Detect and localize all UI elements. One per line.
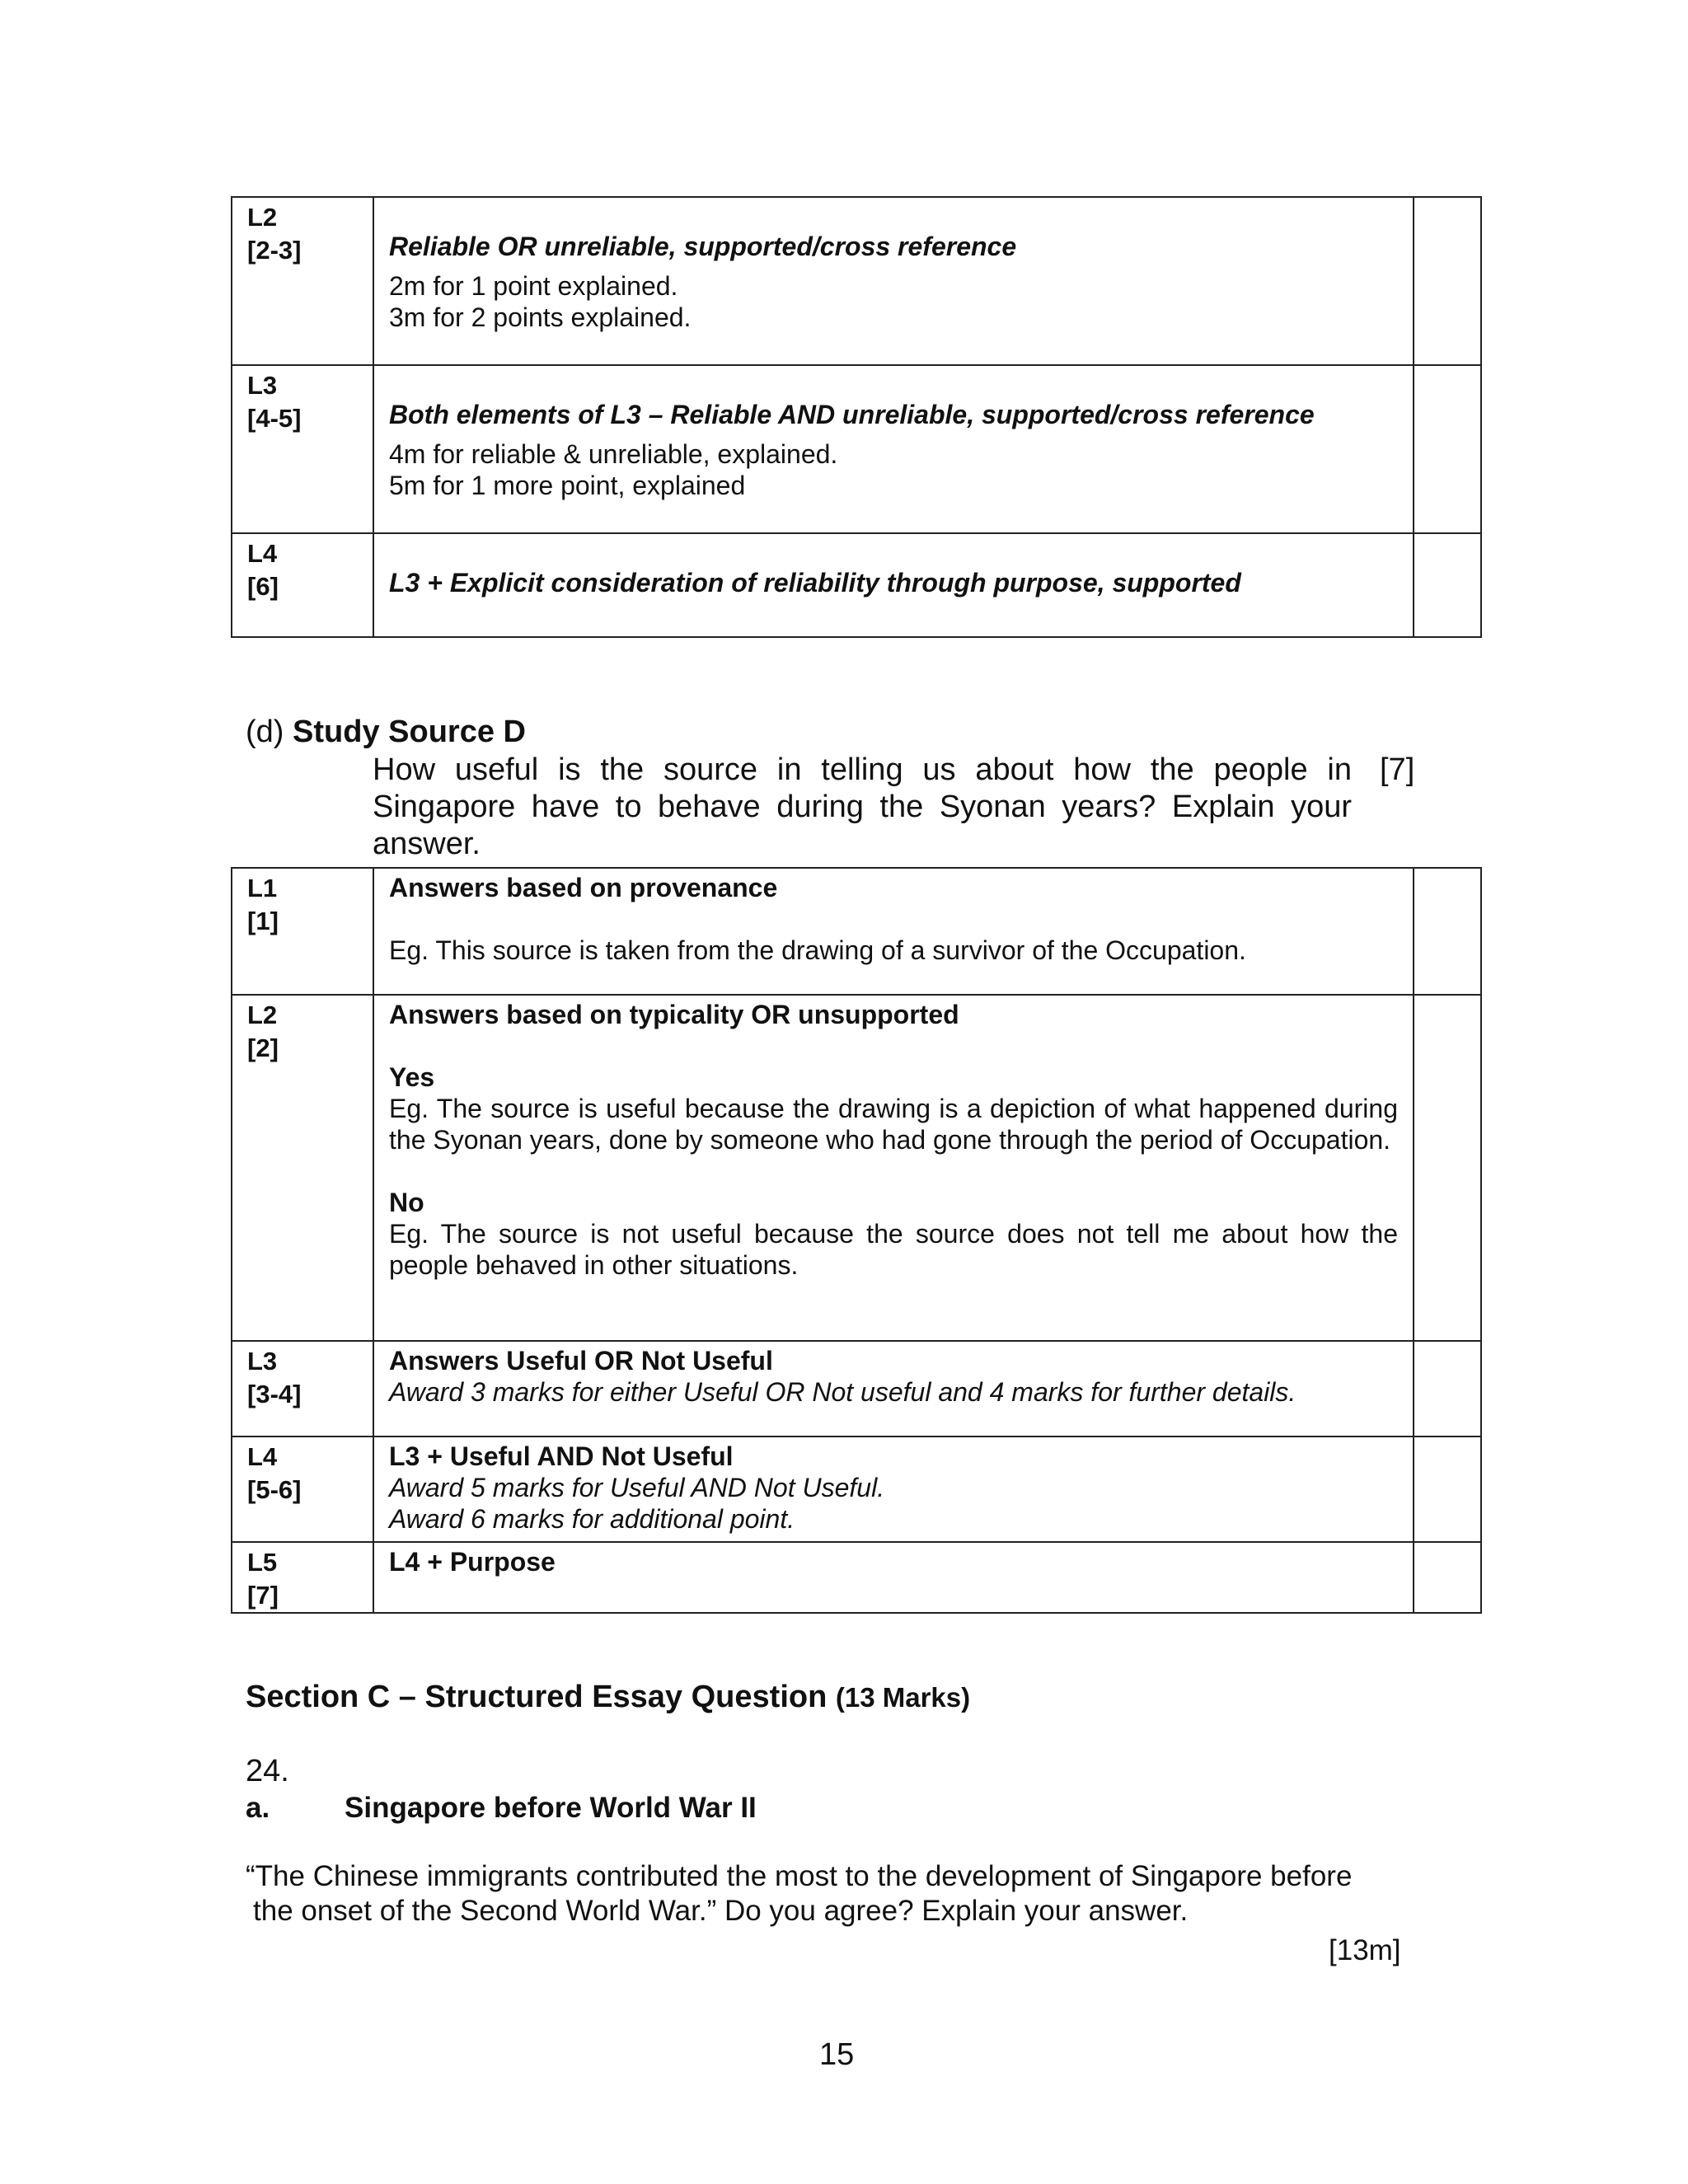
level-cell (232, 533, 373, 637)
descriptor-line: Eg. The source is not useful because the source does not tell me about how the people behaved in other situations. (389, 1219, 1398, 1280)
level-label: L4 (247, 1442, 278, 1471)
section-marks: (13 Marks) (835, 1682, 971, 1713)
descriptor-cell (373, 197, 1414, 365)
descriptor-heading: Reliable OR unreliable, supported/cross reference (389, 232, 1017, 261)
table-row (232, 1341, 1481, 1436)
level-range: [2-3] (247, 236, 302, 265)
level-range: [6] (247, 572, 279, 601)
level-range: [4-5] (247, 404, 302, 433)
marks-cell (1414, 868, 1481, 995)
level-label: L5 (247, 1548, 278, 1577)
descriptor-heading: L4 + Purpose (389, 1547, 556, 1577)
level-range: [1] (247, 907, 279, 935)
level-label: L2 (247, 1001, 278, 1029)
mark-scheme-table-c (231, 196, 1482, 638)
part-title: Study Source D (293, 715, 526, 749)
mark-scheme-table-d (231, 867, 1482, 1614)
table-row (232, 533, 1481, 637)
table-row (232, 365, 1481, 533)
descriptor-line: Eg. This source is taken from the drawing of a survivor of the Occupation. (389, 935, 1246, 965)
descriptor-line: 4m for reliable & unreliable, explained. (389, 439, 838, 469)
level-range: [5-6] (247, 1475, 302, 1504)
level-label: L1 (247, 874, 278, 902)
question-part-title: Singapore before World War II (345, 1792, 757, 1824)
descriptor-line: 3m for 2 points explained. (389, 302, 692, 332)
part-label: (d) (246, 715, 284, 749)
level-label: L2 (247, 203, 278, 232)
descriptor-heading: L3 + Useful AND Not Useful (389, 1441, 734, 1471)
descriptor-heading: Answers based on provenance (389, 873, 778, 902)
question-number: 24. (246, 1754, 289, 1788)
marks-cell (1414, 1341, 1481, 1436)
descriptor-line: 5m for 1 more point, explained (389, 471, 746, 500)
level-cell (232, 1341, 373, 1436)
descriptor-line: Award 3 marks for either Useful OR Not useful and 4 marks for further details. (389, 1377, 1296, 1407)
level-cell (232, 365, 373, 533)
table-row (232, 868, 1481, 995)
level-range: [3-4] (247, 1380, 302, 1408)
essay-question-line: “The Chinese immigrants contributed the most to the development of Singapore before (246, 1860, 1353, 1892)
marks-cell (1414, 365, 1481, 533)
marks-cell (1414, 533, 1481, 637)
table-row (232, 197, 1481, 365)
level-label: L3 (247, 1347, 278, 1376)
descriptor-cell (373, 365, 1414, 533)
marks-cell (1414, 995, 1481, 1341)
table-row (232, 995, 1481, 1341)
descriptor-cell (373, 1542, 1414, 1613)
level-label: L3 (247, 371, 278, 400)
section-title: Section C – Structured Essay Question (246, 1680, 828, 1714)
essay-question-line: the onset of the Second World War.” Do you agree? Explain your answer. (253, 1895, 1189, 1927)
level-cell (232, 197, 373, 365)
part-d-question: How useful is the source in telling us about how the people in Singapore have to behave during the Syonan years? Explain your answer. (373, 752, 1352, 861)
yes-label: Yes (389, 1062, 435, 1092)
descriptor-cell (373, 868, 1414, 995)
page-number: 15 (819, 2037, 855, 2072)
level-cell (232, 868, 373, 995)
descriptor-line: 2m for 1 point explained. (389, 271, 678, 301)
no-label: No (389, 1188, 424, 1217)
descriptor-cell (373, 995, 1414, 1341)
descriptor-heading: Both elements of L3 – Reliable AND unreliable, supported/cross reference (389, 400, 1315, 429)
question-part-label: a. (246, 1792, 270, 1824)
section-c-heading (246, 1678, 970, 1717)
descriptor-line: Award 5 marks for Useful AND Not Useful. (389, 1473, 885, 1502)
part-d-heading (246, 713, 526, 751)
descriptor-cell (373, 1341, 1414, 1436)
level-range: [7] (247, 1581, 279, 1610)
level-label: L4 (247, 539, 278, 568)
level-cell (232, 1436, 373, 1542)
part-d-marks: [7] (1380, 752, 1415, 787)
table-row (232, 1542, 1481, 1613)
descriptor-heading: Answers Useful OR Not Useful (389, 1346, 773, 1376)
level-cell (232, 995, 373, 1341)
descriptor-line: Eg. The source is useful because the drawing is a depiction of what happened during the Syonan years, done by someone who had gone through the period of Occupation. (389, 1094, 1398, 1155)
descriptor-cell (373, 1436, 1414, 1542)
marks-cell (1414, 1542, 1481, 1613)
marks-cell (1414, 197, 1481, 365)
descriptor-line: Award 6 marks for additional point. (389, 1504, 795, 1534)
table-row (232, 1436, 1481, 1542)
level-cell (232, 1542, 373, 1613)
level-range: [2] (247, 1033, 279, 1062)
descriptor-cell (373, 533, 1414, 637)
marks-cell (1414, 1436, 1481, 1542)
essay-marks: [13m] (1329, 1934, 1401, 1966)
descriptor-heading: L3 + Explicit consideration of reliability through purpose, supported (389, 568, 1241, 598)
descriptor-heading: Answers based on typicality OR unsupported (389, 1000, 959, 1029)
